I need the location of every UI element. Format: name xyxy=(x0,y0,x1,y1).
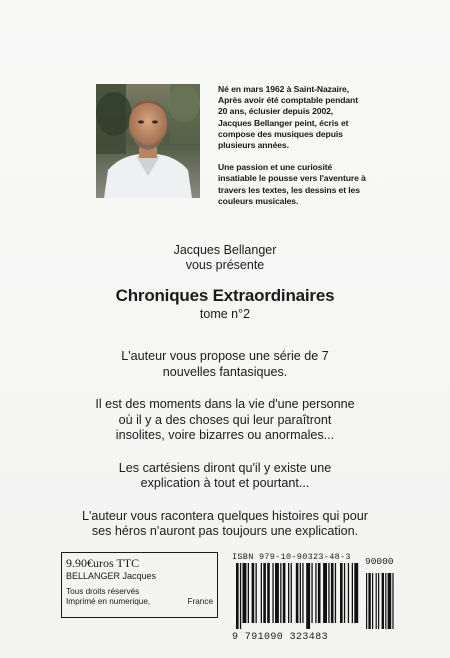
barcode-addon-bar xyxy=(392,573,393,629)
barcode-bar xyxy=(275,563,279,623)
barcode-bar xyxy=(318,563,321,623)
barcode-bar xyxy=(280,563,281,623)
barcode xyxy=(232,563,396,629)
price-box xyxy=(61,552,218,618)
barcode-bar xyxy=(252,563,255,623)
print-method: Imprimé en numerique, xyxy=(66,597,151,606)
barcode-bar xyxy=(344,563,345,623)
barcode-bar xyxy=(323,563,327,623)
barcode-bar xyxy=(354,563,358,623)
barcode-bar xyxy=(348,563,349,623)
presenter-name: Jacques Bellanger xyxy=(173,243,277,257)
description-paragraph: L'auteur vous racontera quelques histoires qui pour ses héros n'auront pas toujours une explication. xyxy=(82,508,368,538)
barcode-bar xyxy=(302,563,303,623)
isbn-label: ISBN 979-10-90323-48-3 xyxy=(232,552,351,562)
barcode-bar xyxy=(352,563,353,623)
barcode-bar xyxy=(288,563,289,623)
description-paragraph: L'auteur vous propose une série de 7 nouvelles fantasiques. xyxy=(121,349,329,379)
barcode-bar xyxy=(267,563,270,623)
barcode-bar xyxy=(315,563,316,623)
barcode-digits: 9 791090 323483 xyxy=(232,632,329,643)
barcode-addon-bar xyxy=(382,573,384,629)
barcode-bar xyxy=(261,563,262,623)
barcode-addon-bar xyxy=(368,573,370,629)
bio-paragraph: Né en mars 1962 à Saint-Nazaire, Après avoir été comptable pendant 20 ans, éclusier depuis 2002, Jacques Bellanger peint, écris et compose des musiques depuis plusieurs années. xyxy=(218,84,358,151)
barcode-bar xyxy=(331,563,334,623)
presenter-tagline: vous présente xyxy=(185,257,265,272)
description-paragraph: Il est des moments dans la vie d'une personne où il y a des choses qui leur paraîtront insolites, voire bizarres ou anormales... xyxy=(95,397,355,442)
book-title: Chroniques Extraordinaires xyxy=(115,286,335,305)
barcode-addon-bar xyxy=(366,573,367,629)
barcode-bar xyxy=(335,563,336,623)
barcode-bar xyxy=(243,563,247,623)
barcode-bar xyxy=(328,563,329,623)
barcode-bar xyxy=(340,563,343,623)
barcode-addon-bar xyxy=(372,573,373,629)
barcode-addon-bar xyxy=(385,573,386,629)
barcode-bar xyxy=(272,563,273,623)
bio-paragraph: Une passion et une curiosité insatiable le pousse vers l'aventure à travers les textes, les dessins et les couleurs musicales. xyxy=(218,162,366,206)
print-info xyxy=(66,597,213,607)
barcode-bar xyxy=(248,563,249,623)
barcode-addon-bar xyxy=(376,573,377,629)
book-volume: tome n°2 xyxy=(199,307,251,321)
author-biography xyxy=(218,84,368,207)
barcode-addon-bar xyxy=(378,573,379,629)
author-photo xyxy=(96,84,200,198)
barcode-bar xyxy=(236,563,239,629)
barcode-bar xyxy=(240,563,241,629)
barcode-addon-bar xyxy=(388,573,392,629)
barcode-bar xyxy=(256,563,257,623)
author-portrait-image xyxy=(96,84,200,198)
price: 9.90€uros TTC xyxy=(66,556,140,570)
barcode-bar xyxy=(291,563,292,623)
barcode-bar xyxy=(296,563,299,623)
book-description xyxy=(0,349,450,557)
author-name: BELLANGER Jacques xyxy=(66,571,157,581)
barcode-bar xyxy=(306,563,310,629)
barcode-addon-digits: 90000 xyxy=(365,556,394,567)
print-country: France xyxy=(187,597,213,606)
barcode-bar xyxy=(311,563,312,623)
description-paragraph: Les cartésiens diront qu'il y existe une explication à tout et pourtant... xyxy=(118,460,332,490)
barcode-bar xyxy=(300,563,301,623)
presenter-credit xyxy=(0,243,450,272)
rights-notice: Tous droits réservés xyxy=(66,587,140,596)
barcode-graphic xyxy=(232,563,396,629)
barcode-bar xyxy=(263,563,266,623)
barcode-bar xyxy=(283,563,286,623)
